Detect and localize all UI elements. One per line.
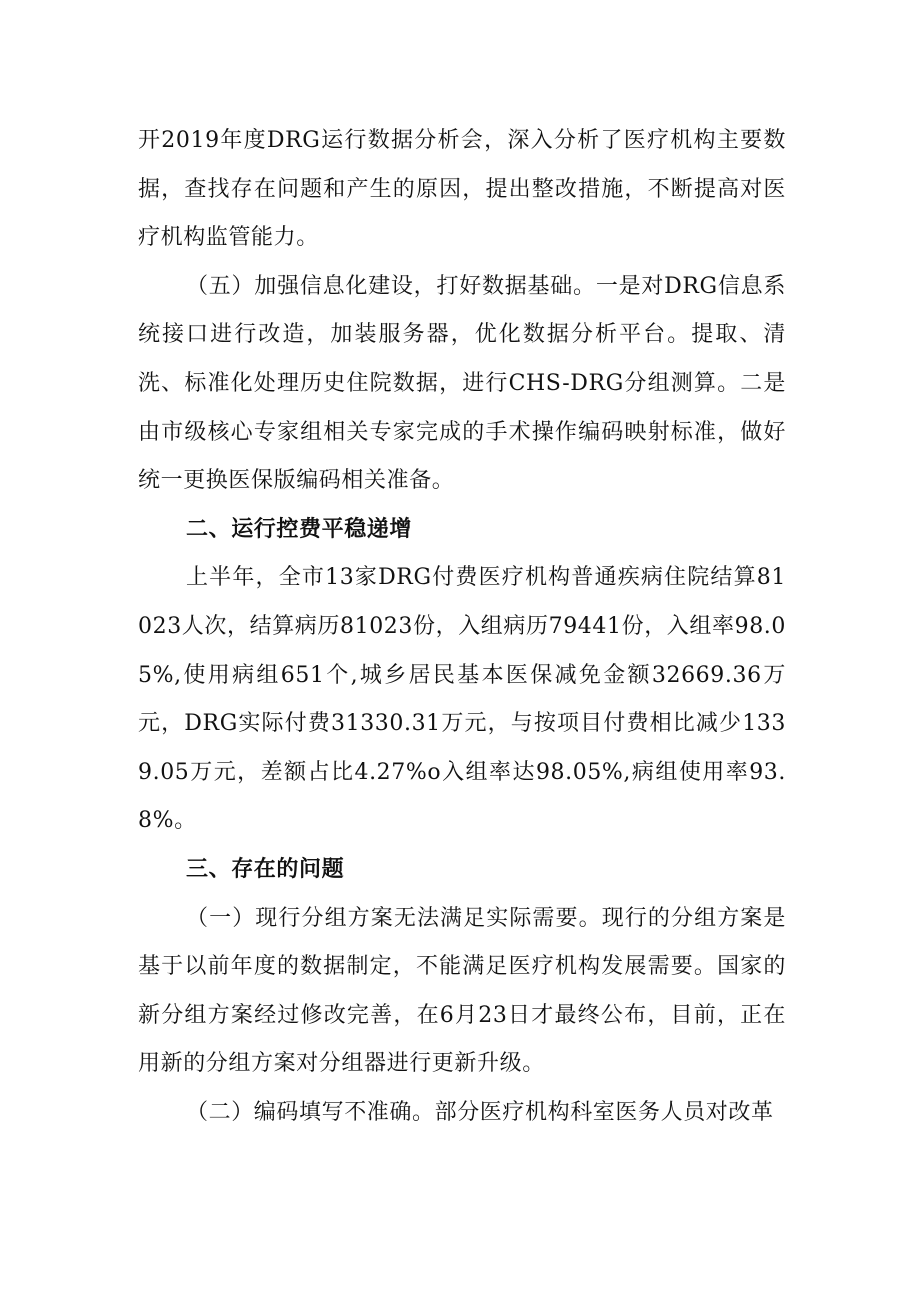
section-heading-problems: 三、存在的问题 xyxy=(186,856,345,882)
paragraph-coding-accuracy: （二）编码填写不准确。部分医疗机构科室医务人员对改革 xyxy=(186,1099,774,1125)
section-heading-cost-control: 二、运行控费平稳递增 xyxy=(186,516,413,542)
paragraph-settlement-statistics: 上半年，全市13家DRG付费医疗机构普通疾病住院结算81023人次，结算病历81023份，入组病历79441份，入组率98.05%,使用病组651个,城乡居民基本医保减免金额32669.36万元，DRG实际付费31330.31万元，与按项目付费相比减少1339.05万元，差额占比4.27%o入组率达98.05%,病组使用率93.8%。 xyxy=(138,565,786,834)
document-body xyxy=(138,117,786,1137)
paragraph-grouping-scheme: （一）现行分组方案无法满足实际需要。现行的分组方案是基于以前年度的数据制定，不能满足医疗机构发展需要。国家的新分组方案经过修改完善，在6月23日才最终公布，目前，正在用新的分组方案对分组器进行更新升级。 xyxy=(138,905,786,1077)
paragraph-information-construction: （五）加强信息化建设，打好数据基础。一是对DRG信息系统接口进行改造，加装服务器，优化数据分析平台。提取、清洗、标准化处理历史住院数据，进行CHS-DRG分组测算。二是由市级核心专家组相关专家完成的手术操作编码映射标准，做好统一更换医保版编码相关准备。 xyxy=(138,273,786,494)
paragraph-continuation: 开2019年度DRG运行数据分析会，深入分析了医疗机构主要数据，查找存在问题和产生的原因，提出整改措施，不断提高对医疗机构监管能力。 xyxy=(138,128,786,251)
